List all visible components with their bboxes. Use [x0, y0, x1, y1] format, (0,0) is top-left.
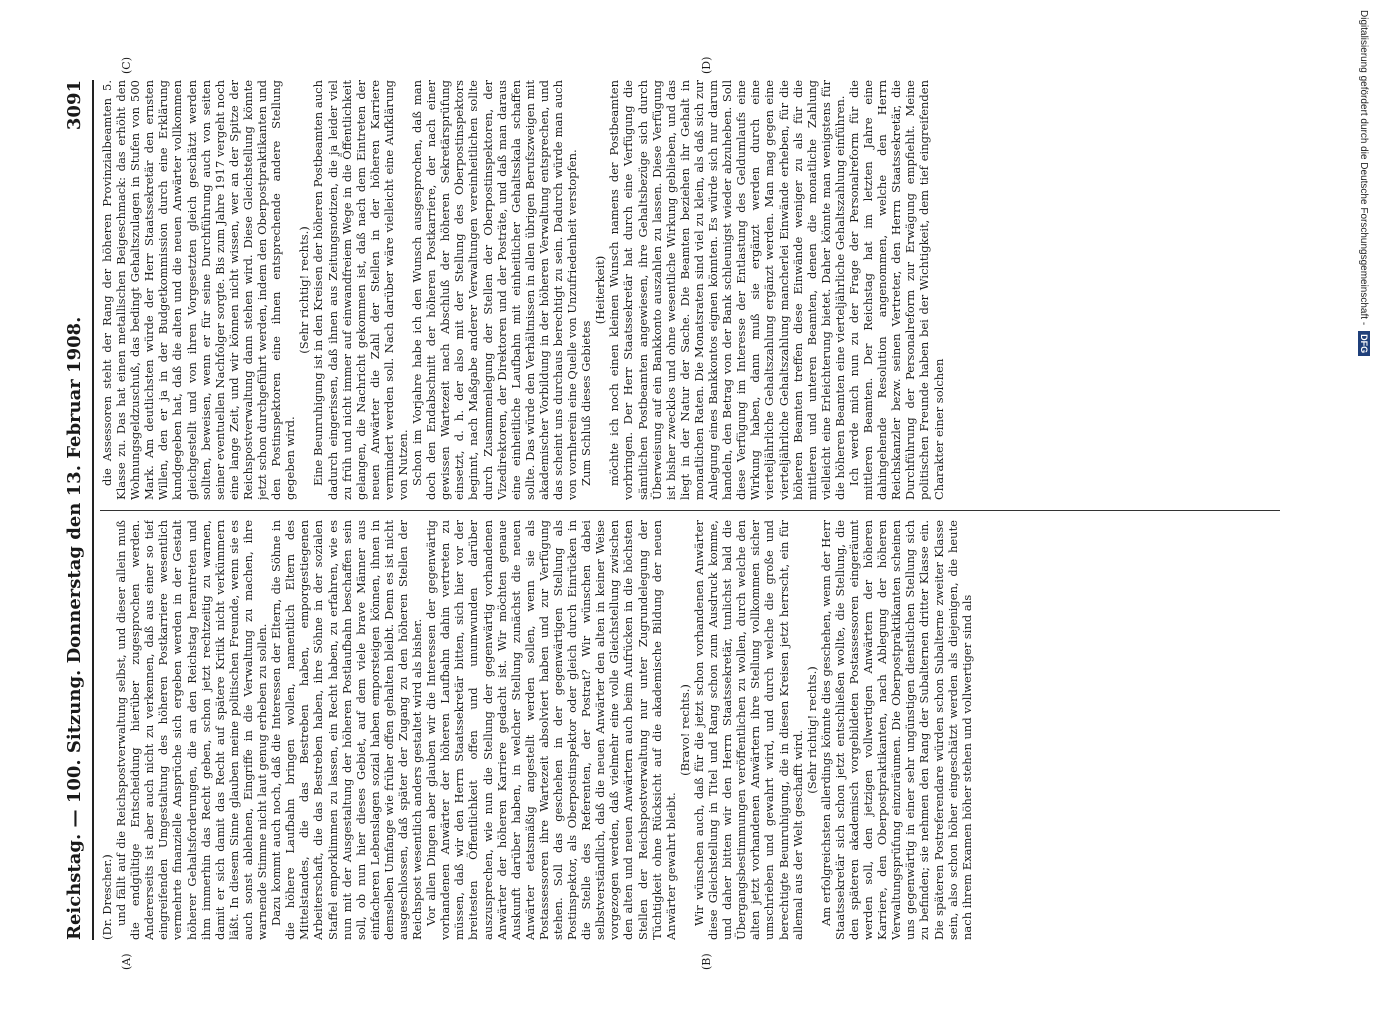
paragraph: Eine Beunruhigung ist in den Kreisen der höheren Postbeamten auch dadurch eingerissen, daß ihnen aus Zeitungsnotizen, die ja leider viel zu früh und nicht immer auf einwandfreiem Wege in die Öffentlichkeit gelangen, die Nachricht gekommen ist, daß nach dem Eintreten der neuen Anwärter die Zahl der Stellen in der höheren Karriere vermindert werden soll. Nach darüber wäre vielleicht eine Aufklärung von Nutzen.: [311, 80, 410, 500]
rotated-print-page: [60, 56, 1290, 970]
digitization-footer: [1356, 0, 1380, 1000]
paragraph: Zum Schluß dieses Gebietes: [579, 320, 594, 486]
running-head-title: Reichstag. — 100. Sitzung. Donnerstag den 13. Februar 1908.: [63, 316, 85, 940]
paragraph: Wir wünschen auch, daß für die jetzt schon vorhandenen Anwärter diese Gleichstellung in Titel und Rang schon zum Ausdruck komme, und daher bitten wir den Herrn Staatssekretär, tunlichst bald die Übergangsbestimmungen veröffentlichen zu wollen, durch welche den alten jetzt vorhandenen Anwärtern ihre Stellung vollkommen sicher umschrieben und gewahrt wird, und durch welche die große und berechtigte Beunruhigung, die in diesen Kreisen jetzt herrscht, ein für allemal aus der Welt geschafft wird.: [691, 520, 805, 940]
paragraph: möchte ich noch einen kleinen Wunsch namens der Postbeamten vorbringen. Der Herr Staatssekretär hat durch eine Verfügung die sämtlichen Postbeamten angewiesen, ihre Gehaltsbezüge sich durch Überweisung auf ein Bankkonto auszahlen zu lassen. Diese Verfügung ist bisher zwecklos und ohne wesentliche Wirkung geblieben, und das liegt in der Natur der Sache. Die Beamten beziehen ihr Gehalt in monatlichen Raten. Die Monatsraten sind viel zu klein, als daß sich zur Anlegung eines Bankkontos eignen könnten. Es würde sich nur darum handeln, den Betrag von der Bank schleunigst wieder abzuheben. Soll diese Verfügung im Interesse der Entlastung des Geldumlaufs eine Wirkung haben, dann muß sie ergänzt werden durch eine vierteljährliche Gehaltszahlung ergänzt werden. Man mag gegen eine vierteljährliche Gehaltszahlung mancherlei Einwände erheben, für die höheren Beamten treffen diese Einwände weniger zu als für die mittleren und unteren Beamten, denen die monatliche Zahlung vielleicht eine Erleichterung bietet. Daher könnte man wenigstens für die höheren Beamten eine vierteljährliche Gehaltszahlung einführen.: [607, 80, 847, 500]
interjection: (Sehr richtig! rechts.): [297, 226, 312, 354]
margin-marker-d: (D): [700, 56, 713, 74]
left-text-column: [100, 520, 1280, 940]
paragraph: die Assessoren steht der Rang der höheren Provinzialbeamten 5. Klasse zu. Das hat einen metallischen Beigeschmack: das erhöht den Wohnungsgeldzuschuß, das bedingt Gehaltszulagen in Stufen von 500 Mark. Am deutlichsten würde der Herr Staatssekretär den ernsten Willen, den er ja in der Budgetkommission durch eine Erklärung kundgegeben hat, daß die alten und die neuen Anwärter vollkommen gleichgestellt und von ihren Vorgesetzten gleich geschätzt werden sollten, beweisen, wenn er für seine Durchführung auch von seiten seiner eventuellen Nachfolger sorgte. Bis zum Jahre 1917 vergeht noch eine lange Zeit, und wir können nicht wissen, wer an der Spitze der Reichspostverwaltung dann stehen wird. Diese Gleichstellung könnte jetzt schon durchgeführt werden, indem den Oberpostpraktikanten und den Postinspektoren eine ihnen entsprechende andere Stellung gegeben wird.: [100, 80, 298, 500]
footer-text: Digitalisierung gefördert durch die Deutsche Forschungsgemeinschaft -: [1358, 10, 1370, 326]
page-number: 3091: [63, 80, 85, 131]
paragraph: Ich werde mich nun zu der Frage der Personalreform für die mittleren Beamten. Der Reichstag hat im letzten Jahre eine dahingehende Resolution angenommen, welche den Herrn Reichskanzler bezw. seinen Vertreter, den Herrn Staatssekretär, die Durchführung der Personalreform zur Erwägung empfiehlt. Meine politischen Freunde haben bei der Wichtigkeit, dem tief eingreifenden Charakter einer solchen: [846, 80, 946, 500]
paragraph: Am erfolgreichsten allerdings könnte dies geschehen, wenn der Herr Staatssekretär sich schon jetzt entschließen wollte, die Stellung, die den späteren akademisch vorgebildeten Postassessoren eingeräumt werden soll, den jetzigen vollwertigen Anwärtern der höheren Karriere, den Oberpostpraktikanten, nach Ablegung der höheren Verwaltungsprüfung einzuräumen. Die Oberpostpraktikanten scheinen uns gegenwärtig in einer sehr ungünstigen dienstlichen Stellung sich zu befinden; sie nehmen den Rang der Subalternen dritter Klasse ein. Die späteren Postreferendare würden schon Subalterne zweiter Klasse sein, also schon höher eingeschätzt werden als diejenigen, die heute nach ihrem Examen höher stehen und vollwertiger sind als: [818, 520, 974, 940]
paragraph: Vor allen Dingen aber glauben wir die Interessen der gegenwärtig vorhandenen Anwärter der höheren Laufbahn dahin vertreten zu müssen, daß wir den Herrn Staatssekretär bitten, sich hier vor der breitesten Öffentlichkeit offen und unumwunden darüber auszusprechen, wie nun die Stellung der gegenwärtig vorhandenen Anwärter der höheren Karriere gedacht ist. Wir möchten genaue Auskunft darüber haben, in welcher Stellung zunächst die neuen Anwärter etatsmäßig angestellt werden sollen, wenn sie als Postassessoren ihre Wartezeit absolviert haben und zur Verfügung stehen. Soll das geschehen in der gegenwärtigen Stellung als Postinspektor, als Oberpostinspektor oder gleich durch Einrücken in die Stelle des Referenten, der Postrat? Wir wünschen dabei selbstverständlich, daß die neuen Anwärter den alten in keiner Weise vorgezogen werden, daß vielmehr eine volle Gleichstellung zwischen den alten und neuen Anwärtern auch beim Aufrücken in die höchsten Stellen der Reichspostverwaltung nur unter Zugrundelegung der Tüchtigkeit ohne Rücksicht auf die akademische Bildung der neuen Anwärter gewahrt bleibt.: [424, 520, 678, 940]
dfg-logo: DFG: [1358, 331, 1370, 356]
paragraph: und fällt auf die Reichspostverwaltung selbst, und dieser allein muß die endgültige Entscheidung hierüber zugesprochen werden. Andererseits ist aber auch nicht zu verkennen, daß aus einer so tief eingreifenden Umgestaltung des höheren Postkarriere wesentlich vermehrte finanzielle Ansprüche sich ergeben werden in der Gestalt höherer Gehaltsforderungen, die an den Reichstag herantreten und ihm immerhin das Recht geben, schon jetzt rechtzeitig zu warnen, damit er sich damit das Recht auf spätere Kritik nicht verkümmern läßt. In diesem Sinne glauben meine politischen Freunde, wenn sie es auch sonst ablehnen, Eingriffe in die Verwaltung zu machen, ihre warnende Stimme nicht laut genug erheben zu sollen.: [114, 520, 270, 940]
interjection: (Sehr richtig! rechts.): [804, 666, 819, 794]
column-rule: [100, 510, 1280, 511]
paragraph: Dazu kommt auch noch, daß die Interessen der Eltern, die Söhne in die höhere Laufbahn bringen wollen, namentlich Eltern des Mittelstandes, die das Bestreben haben, emporgestiegenen Arbeiterschaft, die das Bestreben haben, ihre Söhne in der sozialen Staffel emporklimmen zu lassen, ein Recht haben, zu erfahren, wie es nun mit der Ausgestaltung der höheren Postlaufbahn beschaffen sein soll, ob nun hier dieses Gebiet, auf dem viele brave Männer aus einfacheren Lebenslagen sozial haben emporsteigen können, ihnen in demselben Umfange wie früher offen gehalten bleibt. Denn es ist nicht ausgeschlossen, daß später der Zugang zu den höheren Stellen der Reichspost wesentlich anders gestaltet wird als bisher.: [269, 520, 425, 940]
paragraph: Schon im Vorjahre habe ich den Wunsch ausgesprochen, daß man doch den Endabschnitt der höheren Postkarriere, der nach einer gewissen Wartezeit nach Abschluß der höheren Sekretärsprüfung einsetzt, d. h. der also mit der Stellung des Oberpostinspektors beginnt, nach Maßgabe anderer Verwaltungen vereinheitlichen sollte durch Zusammenlegung der Stellen der Oberpostinspektoren, der Vizedirektoren, der Direktoren und der Posträte, und daß man daraus eine einheitliche Laufbahn mit einheitlicher Gehaltsskala schaffen sollte. Das würde den Verhältnissen in allen übrigen Berufszweigen mit akademischer Vorbildung in der höheren Verwaltung entsprechen, und das scheint uns durchaus berechtigt zu sein. Dadurch würde man auch von vornherein eine Quelle von Unzufriedenheit verstopfen.: [410, 80, 580, 500]
running-head: [60, 80, 88, 940]
interjection: (Bravo! rechts.): [677, 684, 692, 776]
right-text-column: [100, 80, 1280, 500]
header-rule: [92, 80, 94, 940]
margin-marker-b: (B): [700, 953, 713, 970]
speaker-name: (Dr. Drescher.): [100, 854, 114, 940]
margin-marker-c: (C): [120, 57, 133, 74]
interjection: (Heiterkeit): [593, 255, 608, 325]
margin-marker-a: (A): [120, 953, 133, 970]
